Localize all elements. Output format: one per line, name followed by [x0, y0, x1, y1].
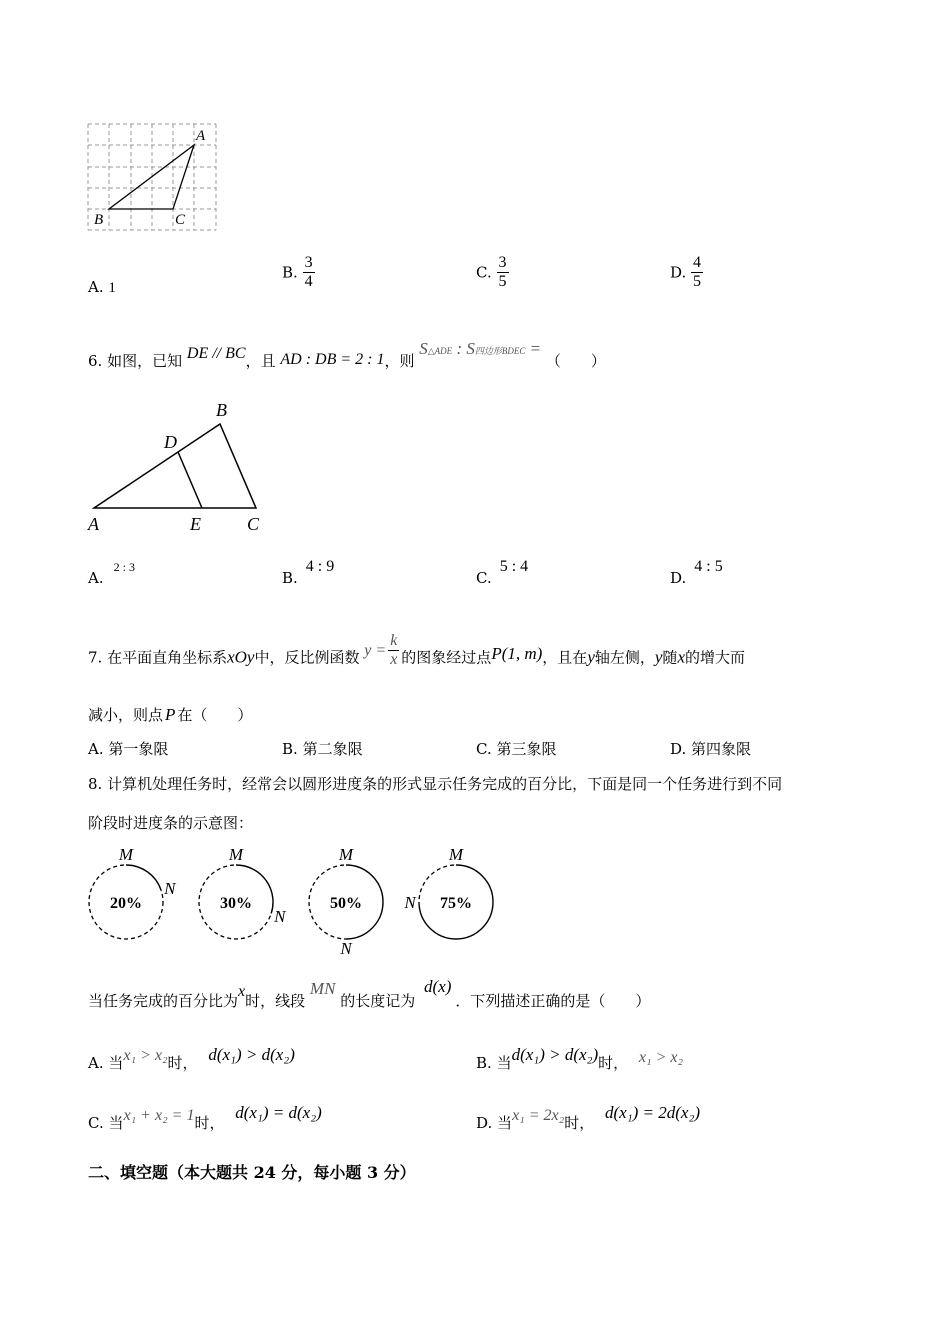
- q8-description: 当任务完成的百分比为x时，线段 MN 的长度记为 d(x)．下列描述正确的是（ ）: [88, 977, 651, 1010]
- label-d: D: [164, 432, 177, 452]
- progress-circle-4: [403, 845, 493, 939]
- progress-label: 30%: [220, 895, 252, 912]
- label-c: C: [247, 514, 260, 534]
- section-2-title: 二、填空题（本大题共 24 分，每小题 3 分）: [88, 1163, 416, 1182]
- q6-option-a[interactable]: A.$^{2 : 3}$: [88, 560, 135, 587]
- vertex-b: B: [94, 212, 104, 228]
- label-e: E: [190, 514, 201, 534]
- q8-option-c[interactable]: C. 当x₁ + x₂ = 1时， d(x₁) = d(x₂): [88, 1103, 322, 1132]
- progress-label: 20%: [110, 895, 142, 912]
- q6-option-c[interactable]: C.5 : 4: [476, 558, 529, 587]
- vertex-a: A: [196, 128, 206, 144]
- point-n: N: [404, 893, 416, 912]
- q8-stem-line1: 8. 计算机处理任务时，经常会以圆形进度条的形式显示任务完成的百分比，下面是同一个任务进行到不同: [88, 775, 783, 793]
- q8-stem-line2: 阶段时进度条的示意图：: [88, 814, 254, 832]
- vertex-c: C: [175, 212, 186, 228]
- q6-option-b[interactable]: B.4 : 9: [282, 558, 335, 587]
- point-m: M: [338, 845, 354, 864]
- q8-option-d[interactable]: D. 当x₁ = 2x₂时， d(x₁) = 2d(x₂): [476, 1103, 701, 1132]
- point-m: M: [448, 845, 464, 864]
- q6-stem: 6. 如图，已知 DE // BC，且 AD : DB = 2 : 1，则 S△ADE : S四边形BDEC = （ ）: [88, 339, 606, 370]
- progress-circle-1: [89, 845, 177, 939]
- q5-option-d[interactable]: D. $\frac{4}{5}$: [670, 254, 702, 290]
- progress-label: 50%: [330, 895, 362, 912]
- q6-triangle-figure: [84, 398, 274, 538]
- q7-option-a[interactable]: A. 第一象限: [88, 740, 169, 758]
- q8-option-b[interactable]: B. 当d(x₁) > d(x₂)时， x₁ > x₂: [476, 1045, 684, 1072]
- q5-option-b[interactable]: B. $\frac{3}{4}$: [282, 254, 313, 290]
- q7-stem-line2: 减小，则点 P 在（ ）: [88, 705, 253, 724]
- q5-grid-figure: [84, 120, 224, 235]
- label-b: B: [216, 400, 227, 420]
- q7-option-c[interactable]: C. 第三象限: [476, 740, 557, 758]
- point-n: N: [340, 939, 352, 958]
- progress-circle-2: [199, 845, 287, 939]
- q6-option-d[interactable]: D.4 : 5: [670, 558, 723, 587]
- point-n: N: [274, 907, 286, 927]
- q5-option-c[interactable]: C. $\frac{3}{5}$: [476, 254, 507, 290]
- q5-option-a[interactable]: A. 1: [88, 278, 116, 296]
- q7-option-b[interactable]: B. 第二象限: [282, 740, 363, 758]
- point-n: N: [164, 878, 176, 898]
- progress-label: 75%: [440, 895, 472, 912]
- point-m: M: [228, 845, 244, 864]
- q7-stem-line1: 7. 在平面直角坐标系xOy中，反比例函数 y = $\frac{k}{x}$ 的图象经过点P(1, m)，且在y轴左侧，y随x的增大而: [88, 632, 745, 668]
- label-a: A: [88, 514, 99, 534]
- point-m: M: [118, 845, 134, 864]
- q8-option-a[interactable]: A. 当x₁ > x₂时， d(x₁) > d(x₂): [88, 1045, 295, 1072]
- q8-progress-circles: [80, 842, 510, 964]
- progress-circle-3: [309, 845, 383, 958]
- q7-option-d[interactable]: D. 第四象限: [670, 740, 752, 758]
